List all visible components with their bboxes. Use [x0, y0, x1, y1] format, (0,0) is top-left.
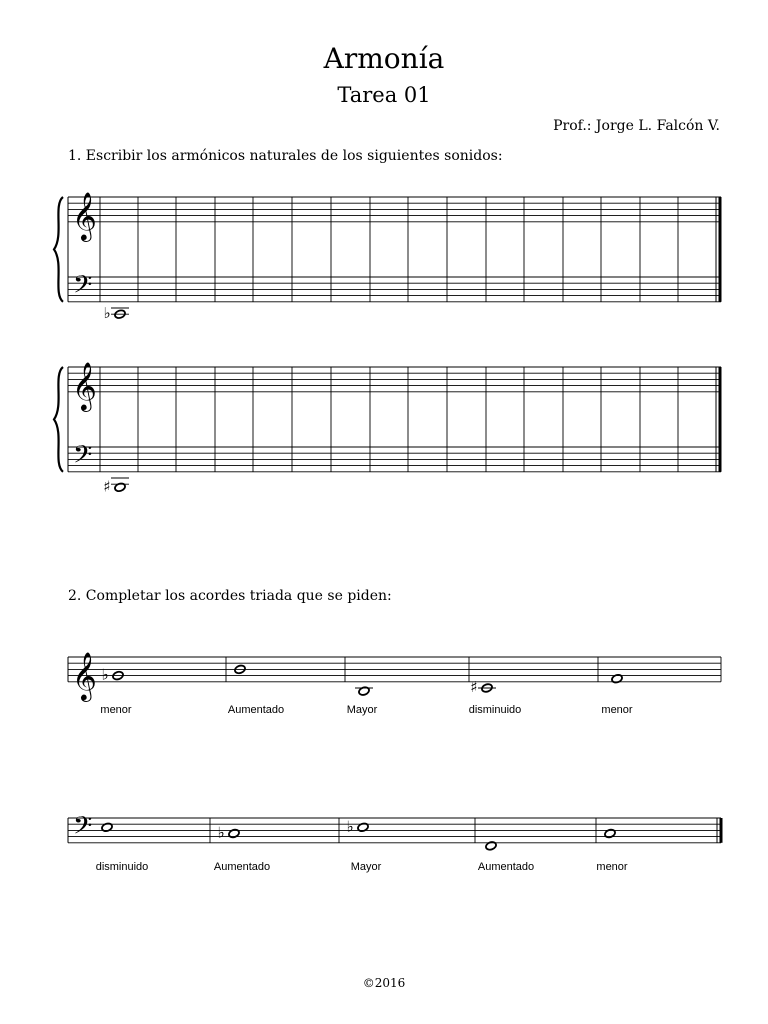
chord-quality-label: menor — [601, 704, 633, 716]
bass-chord-root — [485, 841, 497, 851]
page-subtitle: Tarea 01 — [337, 83, 431, 107]
chord-quality-label: Mayor — [350, 861, 382, 873]
chord-quality-label: Aumentado — [227, 704, 285, 716]
bass-staff — [68, 277, 721, 302]
page-title: Armonía — [323, 42, 445, 75]
final-barline-thick — [720, 818, 723, 843]
brace-icon — [54, 197, 63, 302]
chord-quality-label: Mayor — [346, 704, 378, 716]
bass-chord-root — [101, 822, 113, 832]
bass-chord-root — [228, 828, 240, 838]
bass-chord-root — [357, 822, 369, 832]
copyright-notice: ©2016 — [362, 976, 406, 990]
bass-clef-icon: 𝄢 — [73, 811, 93, 847]
bass-whole-note — [114, 482, 126, 492]
brace-icon — [54, 367, 63, 472]
bass-staff — [68, 818, 721, 843]
final-barline-thick — [719, 197, 722, 302]
exercise1-instruction: 1. Escribir los armónicos naturales de los siguientes sonidos: — [68, 148, 503, 164]
bass-clef-icon: 𝄢 — [73, 440, 93, 476]
composer-credit: Prof.: Jorge L. Falcón V. — [553, 118, 720, 134]
final-barline-thick — [719, 367, 722, 472]
treble-chord-root — [358, 686, 370, 696]
chord-quality-label: Aumentado — [477, 861, 535, 873]
treble-clef-icon: 𝄞 — [72, 360, 97, 410]
sharp-icon: ♯ — [470, 678, 478, 696]
treble-clef-icon: 𝄞 — [72, 650, 97, 700]
treble-staff — [68, 657, 721, 682]
flat-icon: ♭ — [103, 304, 111, 323]
chord-quality-label: Aumentado — [213, 861, 271, 873]
chord-quality-label: menor — [100, 704, 132, 716]
treble-staff — [68, 197, 721, 222]
flat-icon: ♭ — [346, 817, 354, 836]
bass-clef-icon: 𝄢 — [73, 270, 93, 306]
exercise2-instruction: 2. Completar los acordes triada que se piden: — [68, 588, 392, 604]
treble-clef-icon: 𝄞 — [72, 190, 97, 240]
chord-quality-label: menor — [596, 861, 628, 873]
bass-chord-root — [604, 828, 616, 838]
treble-staff — [68, 367, 721, 392]
treble-chord-root — [611, 674, 623, 684]
sharp-icon: ♯ — [103, 477, 111, 496]
bass-staff — [68, 447, 721, 472]
flat-icon: ♭ — [101, 665, 109, 684]
chord-quality-label: disminuido — [95, 861, 149, 873]
flat-icon: ♭ — [217, 823, 225, 842]
chord-quality-label: disminuido — [468, 704, 522, 716]
